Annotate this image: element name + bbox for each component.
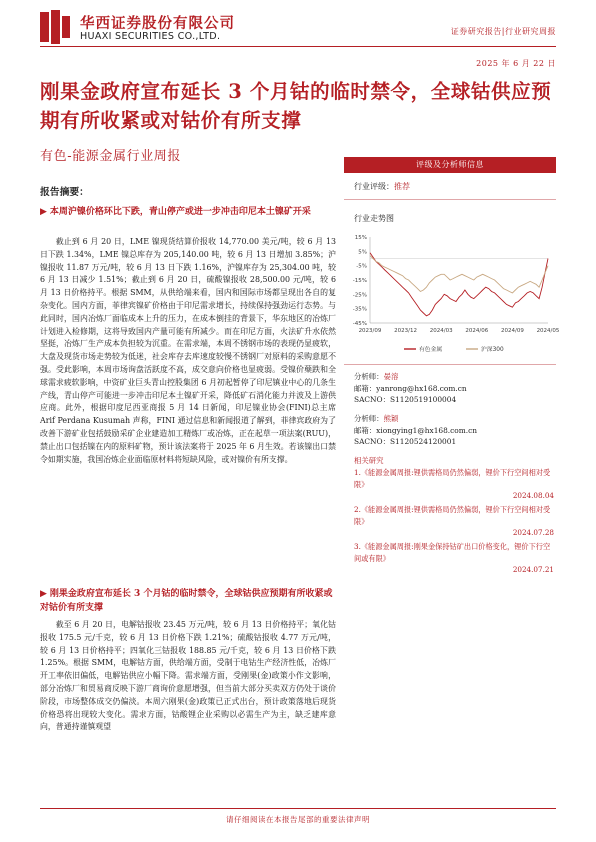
industry-rating (354, 181, 410, 192)
analyst-sac: SACNO：S1120524120001 (354, 437, 457, 446)
related-research-item[interactable]: 3.《能源金属周报:刚果金保持钴矿出口价格变化，锂价下行空间或有限》 (354, 542, 551, 563)
analyst-sidebar (344, 157, 560, 574)
y-tick-label: -5% (356, 263, 367, 270)
related-research-item[interactable]: 2.《能源金属周报:锂供需格局仍然偏弱，锂价下行空间相对受限》 (354, 505, 551, 526)
legend-label: 沪深300 (481, 347, 504, 353)
analyst-email[interactable]: 邮箱：yanrong@hx168.com.cn (354, 383, 467, 393)
x-tick-label: 2023/09 (358, 328, 382, 334)
x-tick-label: 2024/03 (429, 328, 453, 334)
footer-divider (40, 808, 556, 809)
company-name-en: HUAXI SECURITIES CO.,LTD. (80, 31, 221, 42)
analyst-email[interactable]: 邮箱：xiongying1@hx168.com.cn (354, 425, 477, 435)
analyst-1 (354, 371, 467, 406)
related-research-date: 2024.07.28 (512, 528, 554, 537)
analyst-label: 分析师： (354, 372, 384, 381)
rating-value: 推荐 (394, 182, 410, 191)
analyst-name: 晏溶 (383, 372, 399, 381)
x-tick-label: 2023/12 (394, 328, 418, 334)
section-2-heading (40, 588, 336, 615)
legal-notice[interactable]: 请仔细阅读在本报告尾部的重要法律声明 (226, 815, 370, 824)
triangle-bullet-icon: ▶ (40, 589, 47, 599)
y-tick-label: -25% (352, 292, 367, 299)
sidebar-divider (344, 199, 556, 200)
huaxi-logo-icon (40, 10, 70, 44)
triangle-bullet-icon: ▶ (40, 207, 47, 217)
x-tick-label: 2024/06 (465, 328, 489, 334)
y-tick-label: 15% (354, 235, 367, 241)
rating-label: 行业评级： (354, 182, 394, 191)
industry-trend-chart (344, 231, 560, 361)
section-2-heading-text: 刚果金政府宣布延长 3 个月钴的临时禁令，全球钴供应预期有所收紧或对钴价有所支撑 (40, 589, 333, 613)
series-line-0 (370, 253, 548, 316)
y-tick-label: -15% (352, 278, 367, 284)
analyst-name: 熊颖 (383, 414, 399, 423)
series-line-1 (370, 256, 548, 293)
related-research-date: 2024.07.21 (512, 565, 554, 574)
section-2-paragraph: 截至 6 月 20 日，电解钴报收 23.45 万元/吨，较 6 月 13 日价格持平；氧化钴报收 175.5 元/千克，较 6 月 13 日价格下跌 1.21%；硫酸钴报收 4.77 万元/吨，较 6 月 13 日价格持平；四氧化三钴报收 188.85 元/千克，较 6 月 13 日价格下跌 1.25%。根据 SMM，电解钴方面，供给端方面，受制于电钴生产经济性低，冶炼厂开工率依旧偏低，电解钴供应小幅下降。需求端方面，受刚果(金)政策小作文影响，部分冶炼厂和贸易商反映下游厂商询价意愿增强，但当前大部分买卖双方仍处于谈价阶段，市场整体成交仍偏淡。本周六刚果(金)政策已正式出台，预计政策落地后现货价格恐将出现较大变化。需求方面，钴酸锂企业采购以必需生产为主，缺乏建库意向，普通持谨慎观望 (40, 620, 336, 732)
legend-label: 有色金属 (419, 347, 443, 353)
analyst-2 (354, 413, 477, 448)
y-tick-label: -45% (352, 321, 367, 327)
report-type: 证券研究报告|行业研究周报 (450, 27, 556, 36)
y-tick-label: 5% (358, 249, 367, 256)
related-research-item[interactable]: 1.《能源金属周报:锂供需格局仍然偏弱，锂价下行空间相对受限》 (354, 468, 551, 489)
y-tick-label: -35% (352, 306, 367, 313)
analyst-label: 分析师： (354, 414, 384, 423)
abstract-label: 报告摘要： (40, 187, 89, 198)
section-1-paragraph: 截止到 6 月 20 日，LME 镍现货结算价报收 14,770.00 美元/吨，较 6 月 13 日下跌 1.34%，LME 镍总库存为 205,140.00 吨，较 6 月 13 日增加 3.85%；沪镍报收 11.87 万元/吨，较 6 月 13 日下跌 1.16%，沪镍库存为 25,304.00 吨，较 6 月 13 日减少 1.51%；截止到 6 月 20 日，硫酸镍报收 28,500.00 元/吨，较 6 月 13 日价格持平。根据 SMM，从供给端来看，国内和国际市场都呈现出各自的复杂变化。国内方面，菲律宾镍矿价格由于印尼需求增长，持续保持强劲运行态势。与此同时，国内冶炼厂面临成本上升的压力，在成本倒挂的背景下，华东地区的冶炼厂计划进入检修期，这将导致国内产量可能有所减少。而在印尼方面，火法矿升水依然坚挺，冶炼厂生产成本负担较为沉重。在需求端，本周不锈钢市场的表现仍显疲软，大盘及现货市场走势较为低迷，社会库存去库速度较慢不锈钢厂对原料的采购意愿不强。受此影响，本周市场询盘活跃度不高，成交意向价格也显疲弱。受镍价蘖跌和全球需求疲软影响，中资矿业巨头青山控股集团 6 月初起暂停了印尼镇业中心的几条生产线，青山停产可能进一步冲击印尼本土镍矿开采，降低矿石消化能力并波及上游供应商。此外，根据印度尼西亚商报 5 月 14 日新闻，印尼镍业协会(FINI)总主席 Arif Perdana Kusumah 声称，FINI 通过信息和新闻报道了解到，菲律宾政府为了改善下游矿业包括鼓励采矿企业建造加工精炼厂或冶炼，正在起草一项法案(RUU)，禁止出口包括镍在内的原料矿物，预计该法案将于 2025 年 6 月生效。若该镍出口禁令如期实施，我国冶炼企业面临原材料将短缺风险，或对镍价有所支撑。 (40, 237, 336, 464)
related-research-date: 2024.08.04 (512, 491, 554, 500)
section-1-heading-text: 本周沪镍价格环比下跌，青山停产或进一步冲击印尼本土镍矿开采 (49, 207, 311, 217)
sidebar-divider (344, 364, 556, 365)
x-tick-label: 2024/05 (536, 328, 560, 334)
analyst-sac: SACNO：S1120519100004 (354, 395, 457, 404)
trend-chart-title: 行业走势图 (354, 214, 394, 223)
x-tick-label: 2024/09 (500, 328, 524, 334)
header-divider (40, 46, 556, 47)
section-1-heading (40, 206, 336, 220)
report-subtitle: 有色-能源金属行业周报 (40, 149, 181, 164)
related-research-title: 相关研究 (354, 456, 384, 465)
company-name-cn: 华西证券股份有限公司 (80, 16, 235, 32)
sidebar-title: 评级及分析师信息 (344, 157, 556, 173)
company-logo (40, 10, 260, 46)
report-date: 2025 年 6 月 22 日 (476, 59, 556, 68)
report-title: 刚果金政府宣布延长 3 个月钴的临时禁令，全球钴供应预期有所收紧或对钴价有所支撑 (40, 80, 552, 132)
